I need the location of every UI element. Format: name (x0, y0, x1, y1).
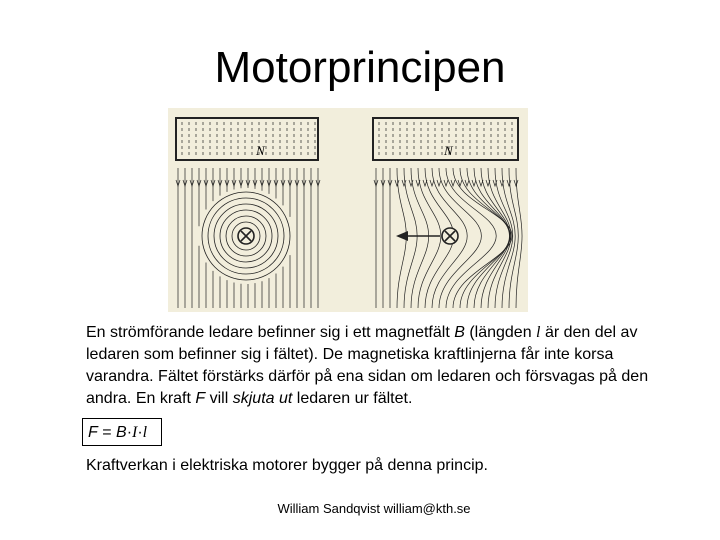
formula-i: I (132, 424, 138, 441)
para-text-4: vill (205, 390, 233, 407)
emphasis-text: skjuta ut (232, 390, 293, 407)
formula-f: F (88, 424, 98, 441)
var-b: B (454, 324, 465, 341)
var-f: F (195, 390, 206, 407)
left-pole-label: N (256, 143, 265, 158)
para-text-1: En strömförande ledare befinner sig i ett magnetfält (86, 324, 455, 341)
para-text-5: ledaren ur fältet. (292, 390, 413, 407)
formula-equals: = (97, 424, 117, 441)
formula-dot-1: · (126, 424, 133, 441)
formula-dot-2: · (137, 424, 143, 441)
formula-l: l (142, 424, 148, 441)
formula-b: B (116, 424, 127, 441)
magnetic-field-figure (168, 108, 528, 312)
right-pole-label: N (444, 143, 453, 158)
var-l: l (536, 324, 541, 341)
slide-title: Motorprincipen (214, 43, 506, 92)
para-text-2: (längden (464, 324, 537, 341)
force-formula (82, 418, 162, 446)
description-paragraph (86, 322, 676, 410)
para-text-3: är den del av ledaren som befinner sig i fältet). De magnetiska kraftlinjerna får inte korsa varandra. Fältet förstärks därför på ena sidan om ledaren och försvagas på den andra. En kraft (86, 324, 649, 407)
footer-author: William Sandqvist william@kth.se (277, 501, 471, 516)
principle-note: Kraftverkan i elektriska motorer bygger på denna princip. (86, 457, 488, 474)
